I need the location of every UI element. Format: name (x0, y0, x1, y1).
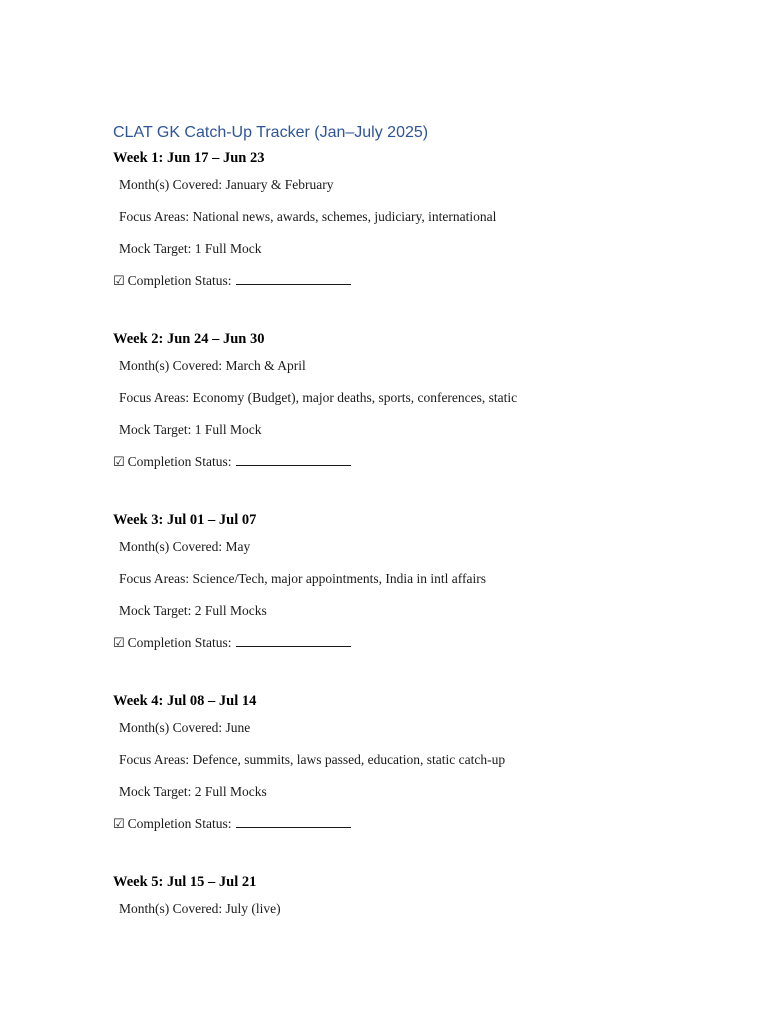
focus-areas: Focus Areas: Economy (Budget), major deaths, sports, conferences, static (119, 390, 518, 405)
week-heading: Week 5: Jul 15 – Jul 21 (113, 874, 257, 890)
ballot-box-with-check-icon: ☑ (113, 455, 125, 470)
mock-target: Mock Target: 1 Full Mock (119, 241, 262, 256)
completion-status (113, 816, 351, 832)
mock-target: Mock Target: 2 Full Mocks (119, 603, 267, 618)
months-covered: Month(s) Covered: June (119, 720, 251, 735)
week-heading: Week 2: Jun 24 – Jun 30 (113, 331, 265, 347)
mock-target: Mock Target: 2 Full Mocks (119, 784, 267, 799)
focus-areas: Focus Areas: National news, awards, schemes, judiciary, international (119, 209, 497, 224)
months-covered: Month(s) Covered: January & February (119, 177, 334, 192)
ballot-box-with-check-icon: ☑ (113, 274, 125, 289)
completion-status-label: Completion Status: (127, 635, 232, 650)
completion-status (113, 273, 351, 289)
completion-status-blank[interactable] (236, 816, 351, 828)
document-title: CLAT GK Catch-Up Tracker (Jan–July 2025) (113, 124, 429, 141)
completion-status (113, 635, 351, 651)
completion-status-label: Completion Status: (127, 816, 232, 831)
mock-target: Mock Target: 1 Full Mock (119, 422, 262, 437)
completion-status-blank[interactable] (236, 454, 351, 466)
completion-status-label: Completion Status: (127, 454, 232, 469)
months-covered: Month(s) Covered: March & April (119, 358, 306, 373)
months-covered: Month(s) Covered: May (119, 539, 251, 554)
focus-areas: Focus Areas: Science/Tech, major appointments, India in intl affairs (119, 571, 486, 586)
months-covered: Month(s) Covered: July (live) (119, 901, 281, 916)
week-heading: Week 1: Jun 17 – Jun 23 (113, 150, 265, 166)
ballot-box-with-check-icon: ☑ (113, 817, 125, 832)
completion-status-blank[interactable] (236, 635, 351, 647)
focus-areas: Focus Areas: Defence, summits, laws passed, education, static catch-up (119, 752, 506, 767)
completion-status (113, 454, 351, 470)
completion-status-label: Completion Status: (127, 273, 232, 288)
week-heading: Week 4: Jul 08 – Jul 14 (113, 693, 257, 709)
ballot-box-with-check-icon: ☑ (113, 636, 125, 651)
completion-status-blank[interactable] (236, 273, 351, 285)
week-heading: Week 3: Jul 01 – Jul 07 (113, 512, 257, 528)
